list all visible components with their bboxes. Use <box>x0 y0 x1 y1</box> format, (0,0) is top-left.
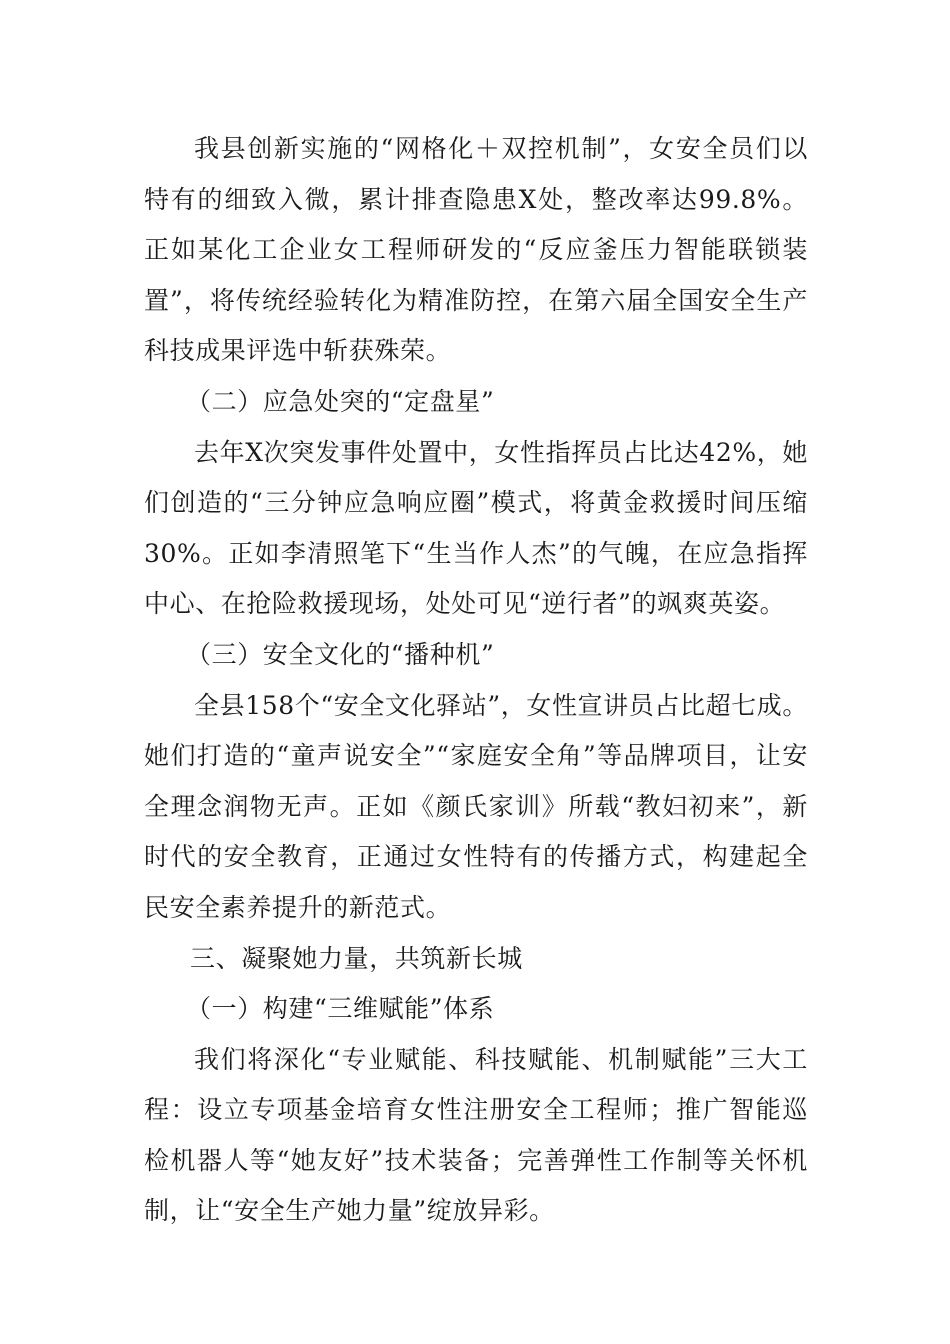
subheading-empowerment: （一）构建“三维赋能”体系 <box>186 994 495 1024</box>
document-page <box>144 124 808 1237</box>
paragraph-emergency: 去年X次突发事件处置中，女性指挥员占比达42%，她们创造的“三分钟应急响应圈”模式，将黄金救援时间压缩30%。正如李清照笔下“生当作人杰”的气魄，在应急指挥中心、在抢险救援现场，处处可见“逆行者”的飒爽英姿。 <box>144 437 808 619</box>
subheading-emergency: （二）应急处突的“定盘星” <box>186 386 495 416</box>
section-heading-three: 三、凝聚她力量，共筑新长城 <box>190 943 523 973</box>
paragraph-risk-control: 我县创新实施的“网格化＋双控机制”，女安全员们以特有的细致入微，累计排查隐患X处，整改率达99.8%。正如某化工企业女工程师研发的“反应釜压力智能联锁装置”，将传统经验转化为精准防控，在第六届全国安全生产科技成果评选中斩获殊荣。 <box>144 134 808 366</box>
subheading-culture: （三）安全文化的“播种机” <box>186 639 495 669</box>
paragraph-empowerment: 我们将深化“专业赋能、科技赋能、机制赋能”三大工程：设立专项基金培育女性注册安全工程师；推广智能巡检机器人等“她友好”技术装备；完善弹性工作制等关怀机制，让“安全生产她力量”绽放异彩。 <box>144 1044 808 1226</box>
paragraph-culture: 全县158个“安全文化驿站”，女性宣讲员占比超七成。她们打造的“童声说安全”“家庭安全角”等品牌项目，让安全理念润物无声。正如《颜氏家训》所载“教妇初来”，新时代的安全教育，正通过女性特有的传播方式，构建起全民安全素养提升的新范式。 <box>144 690 808 922</box>
